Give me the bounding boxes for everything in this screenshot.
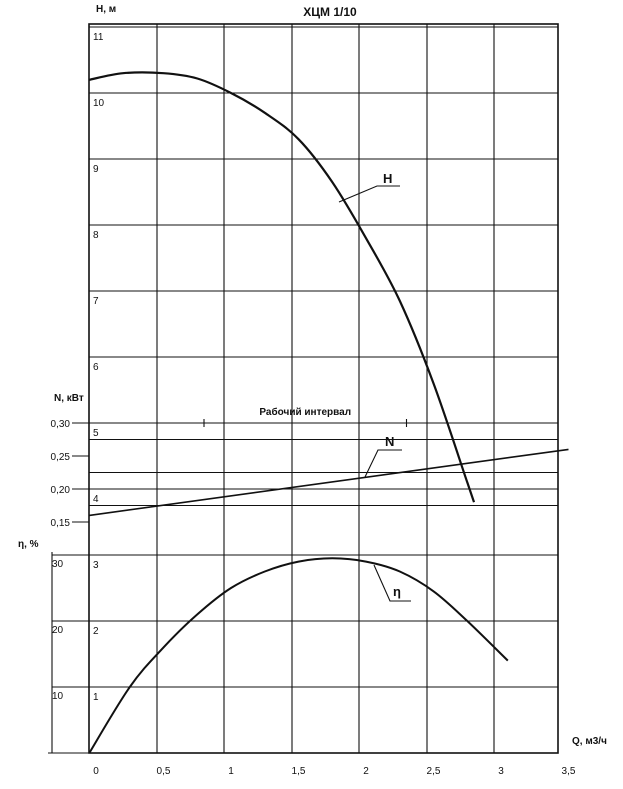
eta-tick-label: 20 <box>52 625 64 636</box>
h-tick-label: 10 <box>93 98 105 109</box>
x-tick-label: 1 <box>228 766 234 777</box>
h-tick-label: 9 <box>93 164 99 175</box>
label-eta: η <box>393 584 401 599</box>
series-line-H <box>89 72 474 502</box>
h-axis-label: H, м <box>96 4 117 15</box>
h-tick-label: 1 <box>93 692 99 703</box>
grid-lines <box>89 24 558 753</box>
label-H-group <box>339 171 400 202</box>
n-tick-label: 0,30 <box>50 419 70 430</box>
h-tick-label: 3 <box>93 560 99 571</box>
x-tick-label: 0 <box>93 766 99 777</box>
label-eta-group <box>374 565 411 601</box>
plot-frame <box>89 24 558 753</box>
x-tick-label: 1,5 <box>291 766 306 777</box>
x-tick-label: 2,5 <box>426 766 441 777</box>
eta-axis-ticks <box>48 552 89 753</box>
n-tick-label: 0,15 <box>50 518 70 529</box>
n-axis-label: N, кВт <box>54 393 84 404</box>
label-H: H <box>383 171 393 186</box>
x-axis-ticks <box>93 766 576 777</box>
n-tick-label: 0,25 <box>50 452 70 463</box>
series-line-eta <box>89 558 508 753</box>
h-tick-label: 6 <box>93 362 99 373</box>
h-tick-label: 5 <box>93 428 99 439</box>
x-axis-label: Q, м3/ч <box>572 736 607 747</box>
chart-title: ХЦМ 1/10 <box>303 5 357 19</box>
eta-axis-label: η, % <box>18 539 39 550</box>
x-tick-label: 3,5 <box>561 766 576 777</box>
n-axis-ticks <box>51 419 89 529</box>
label-H-leader <box>339 186 400 202</box>
h-tick-label: 11 <box>93 32 104 43</box>
h-tick-label: 8 <box>93 230 99 241</box>
h-tick-label: 4 <box>93 494 99 505</box>
working-range-marker <box>204 406 407 427</box>
label-N-group <box>365 434 402 477</box>
eta-tick-label: 10 <box>52 691 64 702</box>
x-tick-label: 0,5 <box>156 766 171 777</box>
h-tick-label: 2 <box>93 626 99 637</box>
h-axis-ticks <box>93 32 105 703</box>
label-N: N <box>385 434 395 449</box>
x-tick-label: 2 <box>363 766 369 777</box>
n-tick-label: 0,20 <box>50 485 70 496</box>
working-range-label: Рабочий интервал <box>259 407 352 418</box>
x-tick-label: 3 <box>498 766 504 777</box>
eta-tick-label: 30 <box>52 559 64 570</box>
h-tick-label: 7 <box>93 296 99 307</box>
